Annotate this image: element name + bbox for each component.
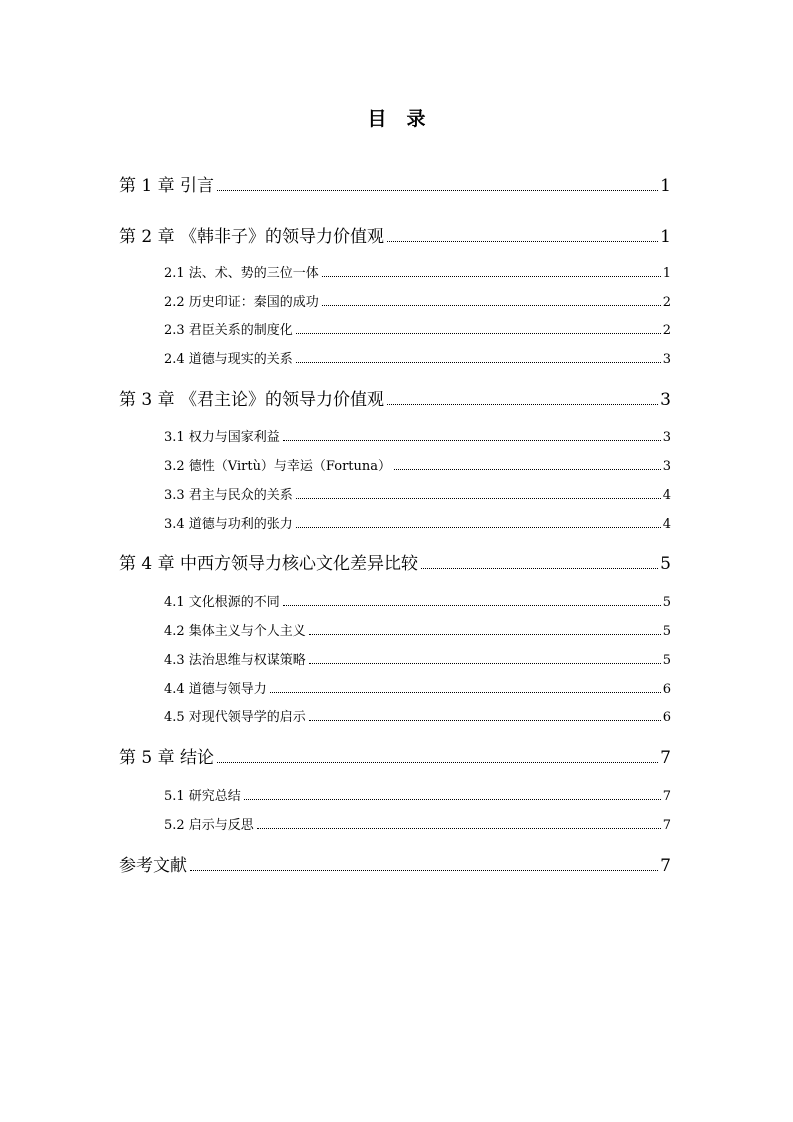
toc-entry-page: 6 [662, 710, 671, 725]
toc-entry-chapter-1[interactable] [119, 172, 671, 196]
toc-entry-label: 第 2 章 《韩非子》的领导力价值观 [119, 227, 385, 247]
dot-leader [394, 468, 661, 470]
toc-entry-section-5-2[interactable] [164, 815, 671, 833]
dot-leader [309, 719, 661, 721]
dot-leader [322, 304, 661, 306]
dot-leader [244, 798, 661, 800]
toc-entry-page: 2 [662, 295, 671, 310]
toc-entry-section-2-3[interactable] [164, 320, 671, 338]
toc-entry-page: 7 [660, 748, 671, 768]
dot-leader [322, 275, 661, 277]
toc-entry-label: 4.2 集体主义与个人主义 [164, 624, 306, 639]
dot-leader [283, 439, 661, 441]
toc-entry-label: 4.1 文化根源的不同 [164, 595, 280, 610]
toc-entry-label: 3.1 权力与国家利益 [164, 430, 280, 445]
toc-entry-label: 4.5 对现代领导学的启示 [164, 710, 306, 725]
toc-entry-label: 第 3 章 《君主论》的领导力价值观 [119, 390, 385, 410]
toc-entry-section-3-4[interactable] [164, 514, 671, 532]
toc-entry-section-3-1[interactable] [164, 427, 671, 445]
dot-leader [270, 691, 661, 693]
toc-entry-chapter-3[interactable] [119, 386, 671, 410]
toc-entry-page: 5 [662, 653, 671, 668]
toc-entry-label: 2.2 历史印证：秦国的成功 [164, 295, 319, 310]
dot-leader [309, 662, 661, 664]
toc-entry-section-2-1[interactable] [164, 263, 671, 281]
toc-entry-label: 2.4 道德与现实的关系 [164, 352, 293, 367]
dot-leader [296, 332, 661, 334]
toc-entry-chapter-4[interactable] [119, 550, 671, 574]
toc-entry-references[interactable] [119, 852, 671, 876]
toc-entry-section-4-4[interactable] [164, 679, 671, 697]
toc-entry-label: 5.1 研究总结 [164, 789, 241, 804]
dot-leader [387, 403, 658, 405]
toc-entry-page: 3 [662, 459, 671, 474]
toc-entry-label: 3.2 德性（Virtù）与幸运（Fortuna） [164, 459, 392, 474]
toc-entry-label: 2.1 法、术、势的三位一体 [164, 266, 319, 281]
toc-entry-label: 5.2 启示与反思 [164, 818, 254, 833]
toc-entry-page: 3 [662, 430, 671, 445]
dot-leader [421, 567, 658, 569]
toc-entry-section-2-4[interactable] [164, 349, 671, 367]
toc-entry-section-3-2[interactable] [164, 456, 671, 474]
toc-entry-page: 6 [662, 682, 671, 697]
toc-entry-page: 1 [662, 266, 671, 281]
toc-entry-chapter-5[interactable] [119, 744, 671, 768]
dot-leader [217, 189, 658, 191]
toc-entry-label: 参考文献 [119, 856, 187, 876]
dot-leader [296, 361, 661, 363]
toc-entry-section-4-5[interactable] [164, 707, 671, 725]
toc-entry-page: 1 [660, 227, 671, 247]
toc-entry-chapter-2[interactable] [119, 223, 671, 247]
dot-leader [309, 633, 661, 635]
toc-entry-label: 3.3 君主与民众的关系 [164, 488, 293, 503]
toc-entry-page: 5 [662, 595, 671, 610]
toc-entry-section-4-2[interactable] [164, 621, 671, 639]
toc-entry-label: 2.3 君臣关系的制度化 [164, 323, 293, 338]
dot-leader [387, 240, 658, 242]
toc-entry-section-5-1[interactable] [164, 786, 671, 804]
toc-entry-section-4-3[interactable] [164, 650, 671, 668]
toc-entry-label: 第 1 章 引言 [119, 176, 215, 196]
toc-entry-section-2-2[interactable] [164, 292, 671, 310]
toc-entry-page: 5 [662, 624, 671, 639]
toc-entry-section-3-3[interactable] [164, 485, 671, 503]
toc-entry-page: 4 [662, 488, 671, 503]
toc-entry-page: 2 [662, 323, 671, 338]
toc-entry-page: 3 [662, 352, 671, 367]
dot-leader [296, 497, 661, 499]
toc-entry-section-4-1[interactable] [164, 592, 671, 610]
toc-entry-label: 第 4 章 中西方领导力核心文化差异比较 [119, 554, 419, 574]
dot-leader [190, 869, 658, 871]
dot-leader [217, 761, 658, 763]
toc-entry-page: 7 [660, 856, 671, 876]
toc-entry-page: 5 [660, 554, 671, 574]
dot-leader [283, 604, 661, 606]
toc-entry-label: 4.3 法治思维与权谋策略 [164, 653, 306, 668]
toc-entry-label: 第 5 章 结论 [119, 748, 215, 768]
toc-title-part-1: 目 [367, 108, 387, 130]
toc-entry-label: 4.4 道德与领导力 [164, 682, 267, 697]
toc-entry-page: 3 [660, 390, 671, 410]
dot-leader [296, 526, 661, 528]
toc-entry-label: 3.4 道德与功利的张力 [164, 517, 293, 532]
toc-entry-page: 7 [662, 818, 671, 833]
toc-entry-page: 7 [662, 789, 671, 804]
toc-entry-page: 1 [660, 176, 671, 196]
toc-title [0, 104, 793, 131]
toc-title-part-2: 录 [406, 108, 426, 130]
dot-leader [257, 827, 661, 829]
toc-entry-page: 4 [662, 517, 671, 532]
